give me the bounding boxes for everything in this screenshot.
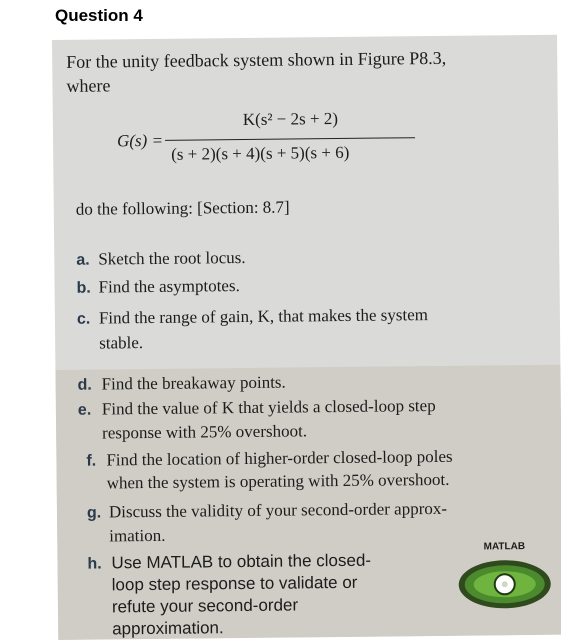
item-e-line-1: Find the value of K that yields a closed-loop step xyxy=(101,396,436,419)
item-b-marker: b. xyxy=(76,279,91,297)
item-g-line-1: Discuss the validity of your second-order approx- xyxy=(108,498,448,522)
intro-line-1: For the unity feedback system shown in Figure P8.3, xyxy=(66,47,447,72)
item-c-line-1: Find the range of gain, K, that makes the system xyxy=(98,305,429,328)
item-h-line-2: loop step response to validate or xyxy=(111,572,358,595)
item-a-line-1: Sketch the root locus. xyxy=(98,247,246,269)
question-heading: Question 4 xyxy=(55,6,143,25)
matlab-badge-icon xyxy=(449,540,560,616)
matlab-label: MATLAB xyxy=(483,541,526,553)
equation-denominator: (s + 2)(s + 4)(s + 5)(s + 6) xyxy=(171,142,350,164)
item-d-line-1: Find the breakaway points. xyxy=(101,372,286,394)
equation-lhs: G(s) = xyxy=(116,130,164,151)
item-h-marker: h. xyxy=(87,555,102,573)
item-e-line-2: response with 25% overshoot. xyxy=(102,421,308,443)
item-b-line-1: Find the asymptotes. xyxy=(98,276,240,297)
fraction-bar xyxy=(165,137,415,141)
equation-numerator: K(s² − 2s + 2) xyxy=(242,109,339,130)
item-f-line-1: Find the location of higher-order closed-loop poles xyxy=(106,446,453,470)
item-f-line-2: when the system is operating with 25% overshoot. xyxy=(106,469,450,493)
item-f-marker: f. xyxy=(86,452,97,470)
item-c-marker: c. xyxy=(76,310,91,328)
textbook-photo xyxy=(52,35,561,640)
item-g-line-2: imation. xyxy=(109,525,166,546)
item-h-line-3: refute your second-order xyxy=(111,595,299,617)
item-g-marker: g. xyxy=(86,504,102,522)
intro-line-2: where xyxy=(66,75,111,96)
item-e-marker: e. xyxy=(77,401,92,419)
item-d-marker: d. xyxy=(77,376,92,394)
instruction-text: do the following: [Section: 8.7] xyxy=(75,197,290,219)
item-a-marker: a. xyxy=(76,251,90,269)
item-h-line-4: approximation. xyxy=(112,618,224,639)
item-c-line-2: stable. xyxy=(99,333,144,353)
item-h-line-1: Use MATLAB to obtain the closed- xyxy=(111,550,372,573)
